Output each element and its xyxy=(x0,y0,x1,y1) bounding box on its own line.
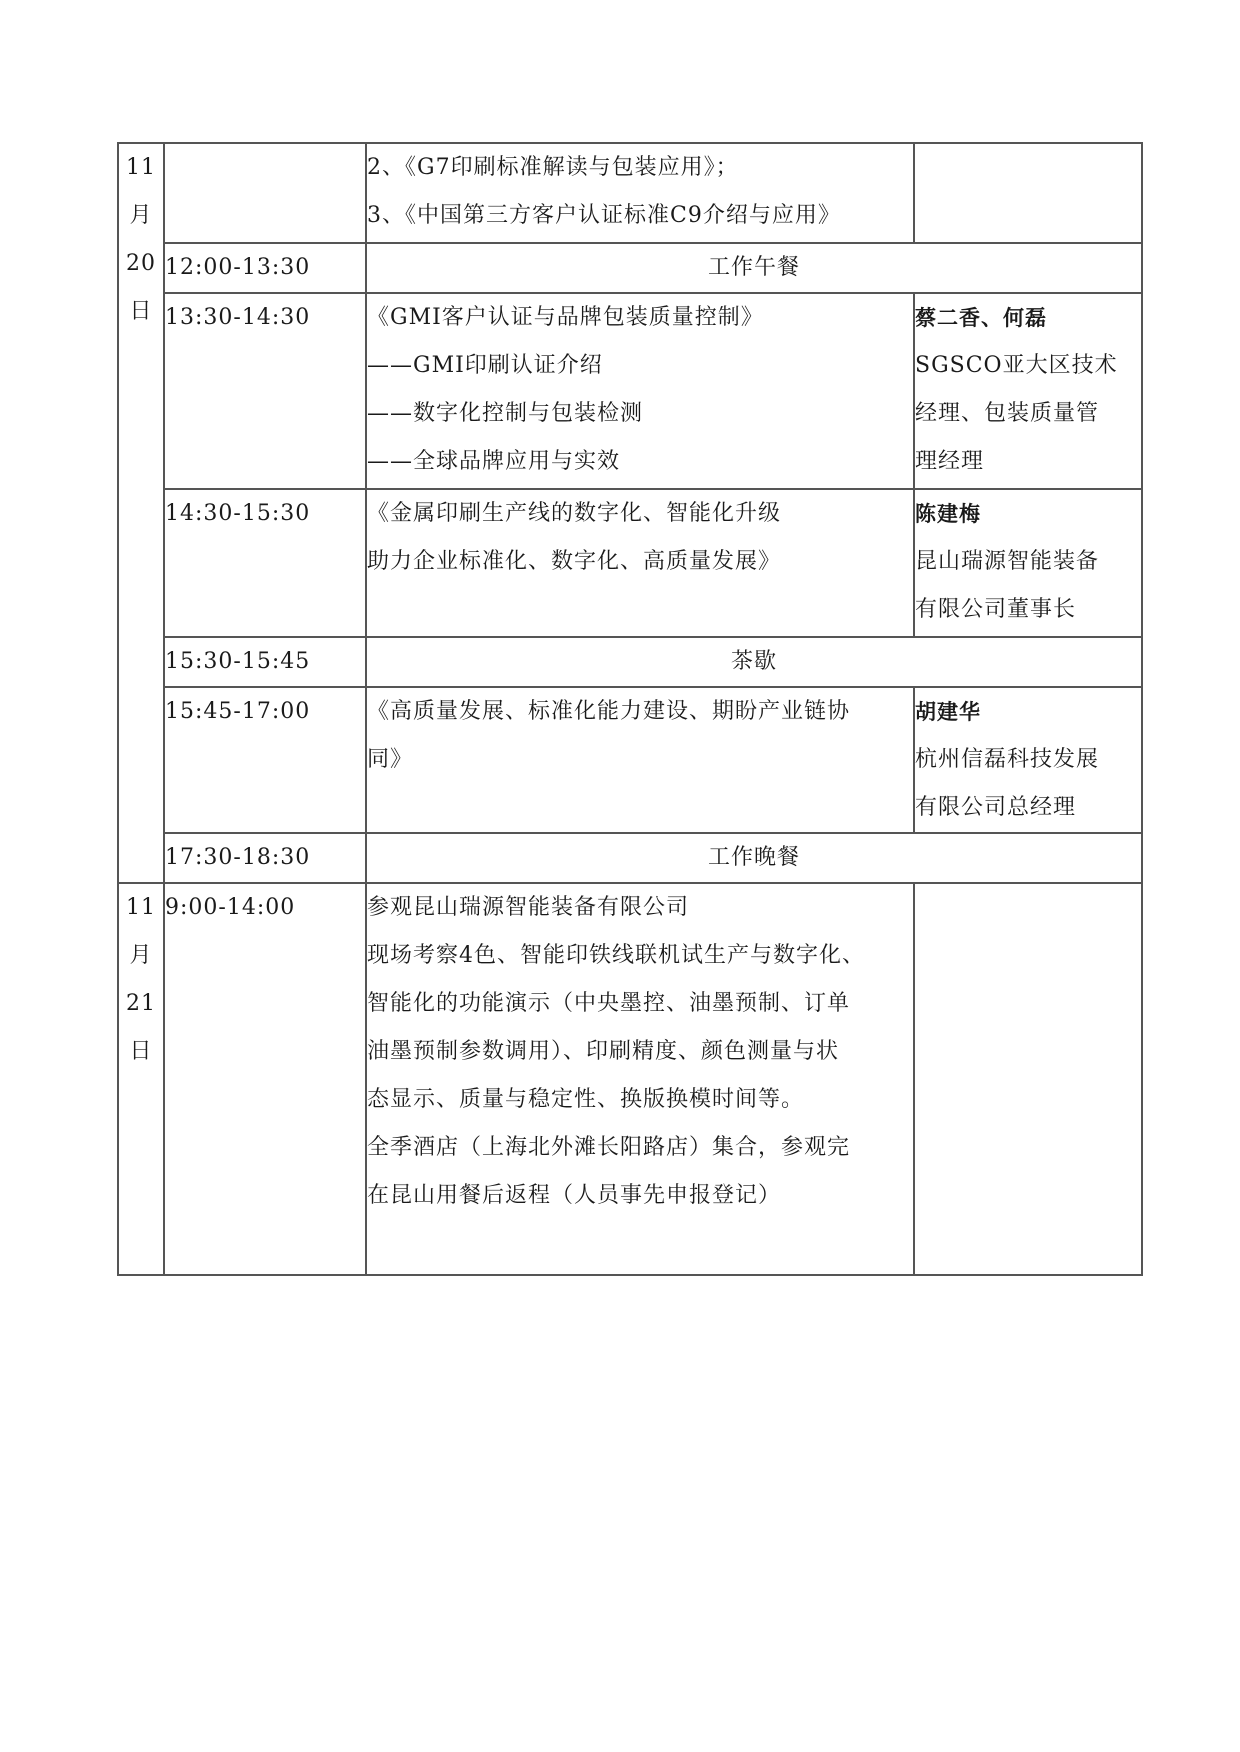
topic-line: ——GMI印刷认证介绍 xyxy=(367,353,603,378)
topic-line: 《GMI客户认证与品牌包装质量控制》 xyxy=(367,305,764,330)
break-cell: 工作午餐 xyxy=(366,243,1142,293)
date-day: 21 xyxy=(126,991,156,1016)
table-row xyxy=(118,243,1142,293)
agenda-table xyxy=(117,142,1143,1276)
topic-line: 《高质量发展、标准化能力建设、期盼产业链协 xyxy=(367,699,851,724)
speaker-title-line: 杭州信磊科技发展 xyxy=(915,747,1100,772)
date-month-char: 月 xyxy=(129,943,153,968)
break-cell: 工作晚餐 xyxy=(366,833,1142,883)
date-day-char: 日 xyxy=(129,299,153,324)
topic-cell xyxy=(366,143,914,243)
topic-line: 《金属印刷生产线的数字化、智能化升级 xyxy=(367,501,782,526)
table-row xyxy=(118,293,1142,489)
speaker-title-line: 有限公司董事长 xyxy=(915,597,1077,622)
speaker-title-line: 有限公司总经理 xyxy=(915,795,1077,820)
date-day: 20 xyxy=(126,251,156,276)
date-month: 11 xyxy=(126,155,156,180)
speaker-title-line: 昆山瑞源智能装备 xyxy=(915,549,1100,574)
time-cell xyxy=(164,143,366,243)
speaker-title-line: SGSCO亚大区技术 xyxy=(915,353,1118,378)
topic-line: 参观昆山瑞源智能装备有限公司 xyxy=(367,895,690,920)
topic-line: 智能化的功能演示（中央墨控、油墨预制、订单 xyxy=(367,991,851,1016)
table-row xyxy=(118,687,1142,833)
table-row xyxy=(118,489,1142,637)
time-cell: 13:30-14:30 xyxy=(164,293,366,489)
table-row xyxy=(118,143,1142,243)
topic-line: 同》 xyxy=(367,747,414,772)
topic-line: 2、《G7印刷标准解读与包装应用》； xyxy=(367,155,739,180)
topic-line: 现场考察4色、智能印铁线联机试生产与数字化、 xyxy=(367,943,865,968)
time-cell: 15:45-17:00 xyxy=(164,687,366,833)
time-cell: 17:30-18:30 xyxy=(164,833,366,883)
topic-line: 全季酒店（上海北外滩长阳路店）集合，参观完 xyxy=(367,1135,851,1160)
topic-line: 助力企业标准化、数字化、高质量发展》 xyxy=(367,549,782,574)
speaker-cell xyxy=(914,883,1142,1275)
time-cell: 14:30-15:30 xyxy=(164,489,366,637)
date-month-char: 月 xyxy=(129,203,153,228)
topic-line: ——数字化控制与包装检测 xyxy=(367,401,644,426)
speaker-cell xyxy=(914,687,1142,833)
speaker-name: 胡建华 xyxy=(915,700,981,724)
speaker-title-line: 理经理 xyxy=(915,449,985,474)
agenda-sheet xyxy=(117,142,1141,1276)
table-row xyxy=(118,883,1142,1275)
time-cell: 12:00-13:30 xyxy=(164,243,366,293)
break-cell: 茶歇 xyxy=(366,637,1142,687)
topic-line: ——全球品牌应用与实效 xyxy=(367,449,621,474)
speaker-name: 陈建梅 xyxy=(915,502,981,526)
table-row xyxy=(118,637,1142,687)
speaker-name: 蔡二香、何磊 xyxy=(915,306,1047,330)
time-cell: 15:30-15:45 xyxy=(164,637,366,687)
topic-cell xyxy=(366,883,914,1275)
date-cell-nov-21 xyxy=(118,883,164,1275)
topic-line: 3、《中国第三方客户认证标准C9介绍与应用》 xyxy=(367,203,841,228)
date-cell-nov-20 xyxy=(118,143,164,883)
topic-line: 在昆山用餐后返程（人员事先申报登记） xyxy=(367,1183,782,1208)
speaker-title-line: 经理、包装质量管 xyxy=(915,401,1100,426)
date-day-char: 日 xyxy=(129,1039,153,1064)
topic-cell xyxy=(366,687,914,833)
speaker-cell xyxy=(914,293,1142,489)
topic-line: 油墨预制参数调用）、印刷精度、颜色测量与状 xyxy=(367,1039,840,1064)
time-cell: 9:00-14:00 xyxy=(164,883,366,1275)
topic-cell xyxy=(366,489,914,637)
speaker-cell xyxy=(914,143,1142,243)
speaker-cell xyxy=(914,489,1142,637)
table-row xyxy=(118,833,1142,883)
topic-line: 态显示、质量与稳定性、换版换模时间等。 xyxy=(367,1087,805,1112)
topic-cell xyxy=(366,293,914,489)
date-month: 11 xyxy=(126,895,156,920)
